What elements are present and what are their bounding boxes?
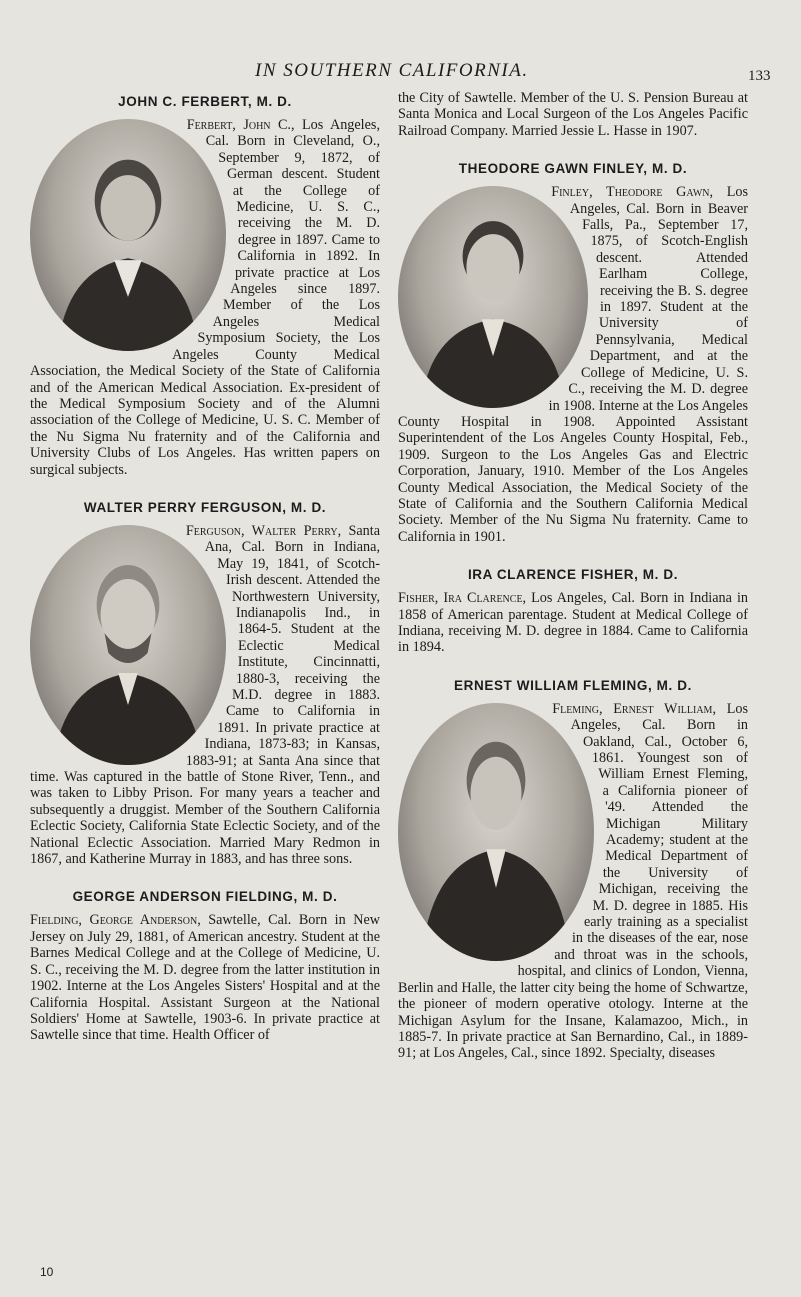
right-column: [398, 90, 748, 1084]
portrait-photo: [30, 525, 226, 765]
page-number: 133: [748, 68, 771, 84]
bio-lead: Fielding, George Anderson,: [30, 912, 201, 929]
portrait-photo: [398, 703, 594, 961]
bio-entry: [398, 678, 748, 1062]
bio-body: Los Angeles, Cal. Born in Oakland, Cal., October 6, 1861. Youngest son of William Ernest Fleming, a California pioneer of '49. Attended the Michigan Military Academy; student at the Medical Department of the University of Michigan, receiving the M. D. degree in 1885. His early training as a specialist in the diseases of the ear, nose and throat was in the schools, hospital, and clinics of London, Vienna, Berlin and Halle, the latter city being the home of Schwartze, the pioneer of modern operative otology. Interne at the Michigan Asylum for the Insane, Kalamazoo, Mich., in 1885-7. In private practice at San Bernardino, Cal., in 1889-91; at Los Angeles, Cal., since 1892. Specialty, diseases: [398, 700, 749, 1062]
bio-entry: [30, 500, 380, 868]
bio-entry: [398, 161, 748, 545]
bio-title: WALTER PERRY FERGUSON, M. D.: [83, 499, 327, 515]
bio-body: Sawtelle, Cal. Born in New Jersey on July 29, 1881, of American ancestry. Student at the Barnes Medical College and at the College of Medicine, U. S. C., receiving the M. D. degree from the latter institution in 1902. Interne at the Los Angeles Sisters' Hospital and at the California Hospital. Assistant Surgeon at the National Soldiers' Home at Sawtelle, 1903-6. In private practice at Sawtelle since that time. Health Officer of: [30, 912, 380, 1044]
bio-body: Santa Ana, Cal. Born in Indiana, May 19, 1841, of Scotch-Irish descent. Attended the Northwestern University, Indianapolis Ind., in 1864-5. Student at the Eclectic Medical Institute, Cincinnatti, 1880-3, receiving the M.D. degree in 1883. Came to California in 1891. In private practice at Indiana, 1873-83; in Kansas, 1883-91; at Santa Ana since that time. Was captured in the battle of Stone River, Tenn., and was taken to Libby Prison. For many years a teacher and subsequently a druggist. Member of the Southern California Eclectic Society, California State Eclectic Society, and of the National Eclectic Association. Married Mary Redmon in 1867, and Katherine Murray in 1883, and has three sons.: [30, 522, 380, 868]
signature-mark: 10: [40, 1265, 54, 1279]
bio-lead: Ferbert, John C.,: [186, 117, 295, 133]
bio-text: [30, 912, 380, 1043]
bio-body: Los Angeles, Cal. Born in Beaver Falls, Pa., September 17, 1875, of Scotch-English descent. Attended Earlham College, receiving the B. S. degree in 1897. Student at the University of Pennsylvania, Medical Department, and at the College of Medicine, U. S. C., receiving the M. D. degree in 1908. Interne at the Los Angeles County Hospital in 1908. Appointed Assistant Superintendent of the Los Angeles County Hospital, Feb., 1909. Surgeon to the Los Angeles Gas and Electric Corporation, January, 1910. Member of the Los Angeles County Medical Association, the Medical Society of the State of California and the Southern California Medical Society. Member of the Nu Sigma Nu fraternity. Came to California in 1901.: [398, 184, 748, 545]
bio-title: JOHN C. FERBERT, M. D.: [118, 94, 292, 109]
bio-lead: Fisher, Ira Clarence,: [398, 590, 527, 607]
page-header: [0, 60, 801, 90]
bio-lead: Fleming, Ernest William,: [552, 700, 716, 717]
bio-body: Los Angeles, Cal. Born in Cleveland, O., September 9, 1872, of German descent. Student at the College of Medicine, U. S. C., receiving the M. D. degree in 1897. Came to California in 1892. In private practice at Los Angeles since 1897. Member of the Los Angeles Medical Symposium Society, the Los Angeles County Medical Association, the Medical Society of the State of California and of the American Medical Association. Ex-president of the Medical Symposium Society and of the Alumni association of the College of Medicine, U. S. C. Member of the Nu Sigma Nu fraternity and of the California and University Clubs of Los Angeles. Has written papers on surgical subjects.: [30, 117, 380, 478]
bio-text: [30, 117, 380, 478]
bio-continuation: [398, 90, 748, 139]
bio-entry: [398, 567, 748, 656]
bio-body: the City of Sawtelle. Member of the U. S. Pension Bureau at Santa Monica and Local Surgeon of the Los Angeles Pacific Railroad Company. Married Jessie L. Hasse in 1907.: [398, 90, 748, 139]
bio-title: THEODORE GAWN FINLEY, M. D.: [458, 161, 688, 177]
bio-text: [398, 701, 748, 1062]
bio-lead: Ferguson, Walter Perry,: [185, 522, 342, 539]
portrait-photo: [398, 186, 588, 408]
bio-entry: [30, 889, 380, 1043]
bio-title: ERNEST WILLIAM FLEMING, M. D.: [454, 677, 692, 693]
bio-entry: [30, 94, 380, 478]
left-column: [30, 90, 380, 1066]
bio-lead: Finley, Theodore Gawn,: [551, 184, 714, 201]
portrait-photo: [30, 119, 226, 351]
bio-body: Los Angeles, Cal. Born in Indiana in 1858 of American parentage. Student at Medical College of Indiana, receiving M. D. degree in 1884. Came to California in 1894.: [398, 590, 748, 656]
bio-text: [398, 590, 748, 656]
bio-text: [398, 184, 748, 545]
bio-text: [30, 523, 380, 868]
running-head: IN SOUTHERN CALIFORNIA.: [255, 60, 529, 81]
bio-title: IRA CLARENCE FISHER, M. D.: [467, 567, 679, 583]
bio-title: GEORGE ANDERSON FIELDING, M. D.: [72, 889, 338, 905]
